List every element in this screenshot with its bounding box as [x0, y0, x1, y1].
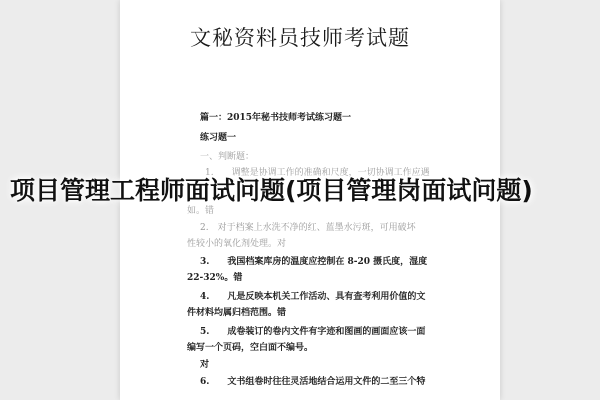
document-line: 1. 调整是协调工作的准确和尺度，一切协调工作应遇 — [205, 168, 430, 178]
document-line: 编写一个页码，空白面不编号。 — [187, 343, 314, 353]
document-line: 一、判断题： — [200, 152, 255, 162]
document-line: 22-32%。错 — [187, 273, 243, 283]
document-line: 6. 文书组卷时往往灵活地结合运用文件的二至三个特 — [200, 377, 426, 387]
document-line: 篇一：2015年秘书技师考试练习题一 — [200, 113, 352, 123]
document-line: 对 — [200, 360, 210, 370]
document-line: 3. 我国档案库房的温度应控制在 8-20 摄氏度，湿度 — [200, 257, 428, 267]
document-line: 2. 对于档案上水洗不净的红、蓝墨水污斑，可用破坏 — [200, 223, 416, 233]
document-line: 件材料均属归档范围。错 — [187, 308, 287, 318]
document-line: 如。错 — [187, 206, 215, 216]
document-line: 性较小的氧化剂处理。对 — [187, 239, 287, 249]
headline-overlay: 项目管理工程师面试问题(项目管理岗面试问题) — [10, 176, 533, 205]
document-title: 文秘资料员技师考试题 — [190, 26, 410, 50]
document-line: 练习题一 — [200, 133, 237, 143]
document-line: 4. 凡是反映本机关工作活动、具有查考利用价值的文 — [200, 292, 426, 302]
document-line: 5. 成卷装订的卷内文件有字迹和图画的画面应该一面 — [200, 327, 426, 337]
